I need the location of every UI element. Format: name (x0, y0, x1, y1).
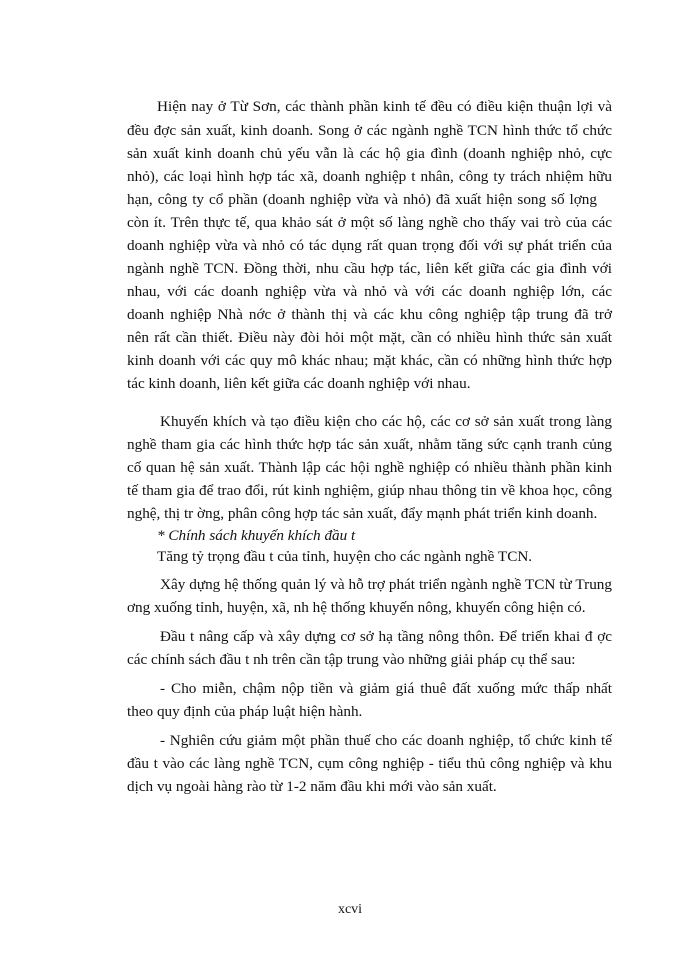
text-line: doanh nghiệp vừa và nhỏ có tác dụng rất quan trọng đối với sự phát triển của (127, 237, 612, 254)
section-heading: * Chính sách khuyến khích đầu t (157, 527, 356, 544)
text-line: tác kinh doanh, liên kết giữa các doanh nghiệp với nhau. (127, 375, 471, 392)
text-line: sản xuất kinh doanh chủ yếu vẫn là các hộ gia đình (doanh nghiệp nhỏ, cực (127, 145, 612, 162)
text-line: nên rất cần thiết. Điều này đòi hỏi một mặt, cần có nhiều hình thức sản xuất (127, 329, 612, 346)
text-line: doanh nghiệp Nhà nớc ở thành thị và các khu công nghiệp tập trung đã trở (127, 306, 612, 323)
text-line: nhỏ), các loại hình hợp tác xã, doanh nghiệp t nhân, công ty trách nhiệm hữu (127, 168, 612, 185)
text-line: nghề tham gia các hình thức hợp tác sản xuất, nhằm tăng sức cạnh tranh củng (127, 436, 612, 453)
text-line: kinh doanh với các quy mô khác nhau; mặt khác, cần có những hình thức hợp (127, 352, 612, 369)
text-line: ngành nghề TCN. Đồng thời, nhu cầu hợp tác, liên kết giữa các gia đình với (127, 260, 612, 277)
text-line: hạn, công ty cổ phần (doanh nghiệp vừa và nhỏ) đã xuất hiện song số lợng (127, 191, 597, 208)
text-line: dịch vụ ngoài hàng rào từ 1-2 năm đầu khi mới vào sản xuất. (127, 778, 497, 795)
text-line: Khuyến khích và tạo điều kiện cho các hộ, các cơ sở sản xuất trong làng (160, 413, 612, 430)
text-line: tế tham gia để trao đổi, rút kinh nghiệm, giúp nhau thông tin về khoa học, công (127, 482, 612, 499)
page-number: xcvi (337, 902, 363, 917)
list-item: Tăng tỷ trọng đầu t của tỉnh, huyện cho các ngành nghề TCN. (157, 548, 533, 565)
text-line: các chính sách đầu t nh trên cần tập trung vào những giải pháp cụ thể sau: (127, 651, 576, 668)
text-line: nghệ, thị tr ờng, phân công hợp tác sản xuất, đẩy mạnh phát triển kinh doanh. (127, 505, 598, 522)
text-line: đều đợc sản xuất, kinh doanh. Song ở các ngành nghề TCN hình thức tổ chức (127, 122, 612, 139)
text-line: Hiện nay ở Từ Sơn, các thành phần kinh tế đều có điều kiện thuận lợi và (157, 98, 612, 115)
text-line: Đầu t nâng cấp và xây dựng cơ sở hạ tầng nông thôn. Để triển khai đ ợc (160, 628, 612, 645)
text-line: ơng xuống tỉnh, huyện, xã, nh hệ thống khuyến nông, khuyến công hiện có. (127, 599, 586, 616)
text-line: cố quan hệ sản xuất. Thành lập các hội nghề nghiệp có nhiều thành phần kinh (127, 459, 612, 476)
text-line: theo quy định của pháp luật hiện hành. (127, 703, 363, 720)
text-line: đầu t vào các làng nghề TCN, cụm công nghiệp - tiểu thủ công nghiệp và khu (127, 755, 612, 772)
text-line: - Cho miễn, chậm nộp tiền và giảm giá thuê đất xuống mức thấp nhất (160, 680, 612, 697)
text-line: còn ít. Trên thực tế, qua khảo sát ở một số làng nghề cho thấy vai trò của các (127, 214, 612, 231)
text-line: nhau, với các doanh nghiệp vừa và nhỏ và với các doanh nghiệp lớn, các (127, 283, 612, 300)
text-line: - Nghiên cứu giảm một phần thuế cho các doanh nghiệp, tổ chức kinh tế (160, 732, 612, 749)
text-line: Xây dựng hệ thống quản lý và hỗ trợ phát triển ngành nghề TCN từ Trung (160, 576, 612, 593)
